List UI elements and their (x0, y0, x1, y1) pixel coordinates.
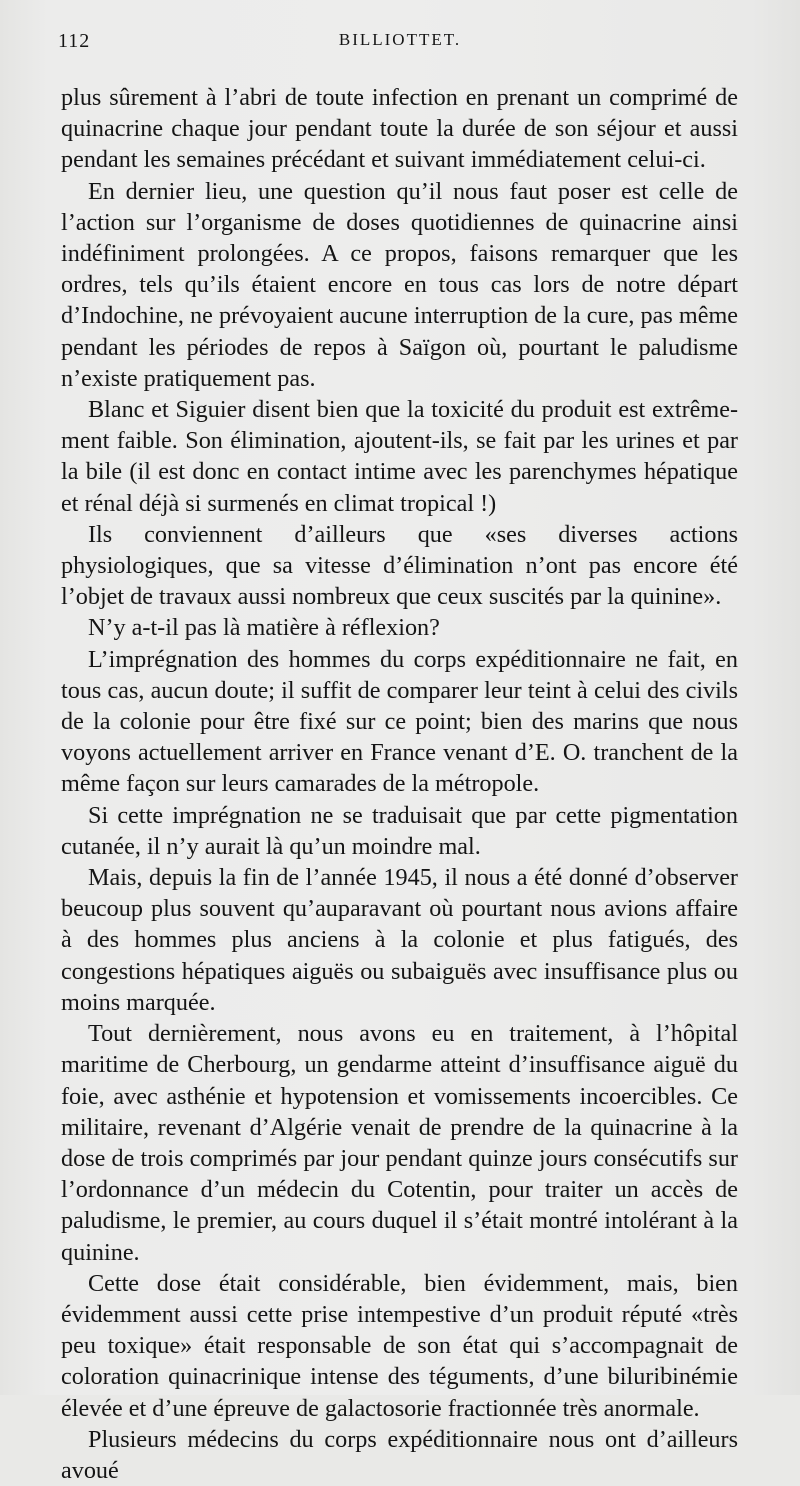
paragraph: Plusieurs médecins du corps expéditionnaire nous ont d’ailleurs avoué (61, 1425, 738, 1484)
paragraph: Si cette imprégnation ne se traduisait que par cette pigmentation cutanée, il n’y aurait là qu’un moindre mal. (61, 801, 738, 860)
body-text (61, 82, 738, 1486)
paragraph: plus sûrement à l’abri de toute infection en prenant un comprimé de quinacrine chaque jour pendant toute la durée de son séjour et aussi pendant les semaines précédant et suivant immédiatement celui-ci. (61, 84, 738, 174)
paragraph: Blanc et Siguier disent bien que la toxicité du produit est extrêmement faible. Son élimination, ajoutent-ils, se fait par les urines et par la bile (il est donc en contact intime avec les parenchymes hépatique et rénal déjà si surmenés en climat tropical !) (61, 396, 738, 517)
page-number: 112 (58, 30, 91, 52)
paragraph: Mais, depuis la fin de l’année 1945, il nous a été donné d’observer beucoup plus souvent qu’auparavant où pourtant nous avions affaire à des hommes plus anciens à la colonie et plus fatigués, des congestions hépatiques aiguës ou subaiguës avec insuffisance plus ou moins marquée. (61, 864, 738, 1016)
paragraph: Ils conviennent d’ailleurs que «ses diverses actions physiologiques, que sa vitesse d’élimination n’ont pas encore été l’objet de travaux aussi nombreux que ceux suscités par la quinine». (61, 520, 738, 611)
page-header (58, 30, 742, 60)
paragraph: L’imprégnation des hommes du corps expéditionnaire ne fait, en tous cas, aucun doute; il suffit de comparer leur teint à celui des civils de la colonie pour être fixé sur ce point; bien des marins que nous voyons actuellement arriver en France venant d’E. O. tranchent de la même façon sur leurs camarades de la métropole. (61, 645, 738, 798)
paragraph: Cette dose était considérable, bien évidemment, mais, bien évidemment aussi cette prise intempestive d’un produit réputé «très peu toxique» était responsable de son état qui s’accompagnait de coloration quinacrinique intense des téguments, d’une biluribinémie élevée et d’une épreuve de galactosorie fractionnée très anormale. (61, 1269, 738, 1422)
running-head: BILLIOTTET. (338, 30, 462, 49)
paragraph: En dernier lieu, une question qu’il nous faut poser est celle de l’action sur l’organisme de doses quotidiennes de quinacrine ainsi indéfiniment prolongées. A ce propos, faisons remarquer que les ordres, tels qu’ils étaient encore en tous cas lors de notre départ d’Indochine, ne prévoyaient aucune interruption de la cure, pas même pendant les périodes de repos à Saïgon où, pourtant le paludisme n’existe pratiquement pas. (61, 177, 738, 392)
paragraph: N’y a-t-il pas là matière à réflexion? (88, 614, 440, 642)
paragraph: Tout dernièrement, nous avons eu en traitement, à l’hôpital maritime de Cherbourg, un gendarme atteint d’insuffisance aiguë du foie, avec asthénie et hypotension et vomissements incoercibles. Ce militaire, revenant d’Algérie venait de prendre de la quinacrine à la dose de trois comprimés par jour pendant quinze jours consécutifs sur l’ordonnance d’un médecin du Cotentin, pour traiter un accès de paludisme, le premier, au cours duquel il s’était montré intolérant à la quinine. (61, 1020, 738, 1266)
